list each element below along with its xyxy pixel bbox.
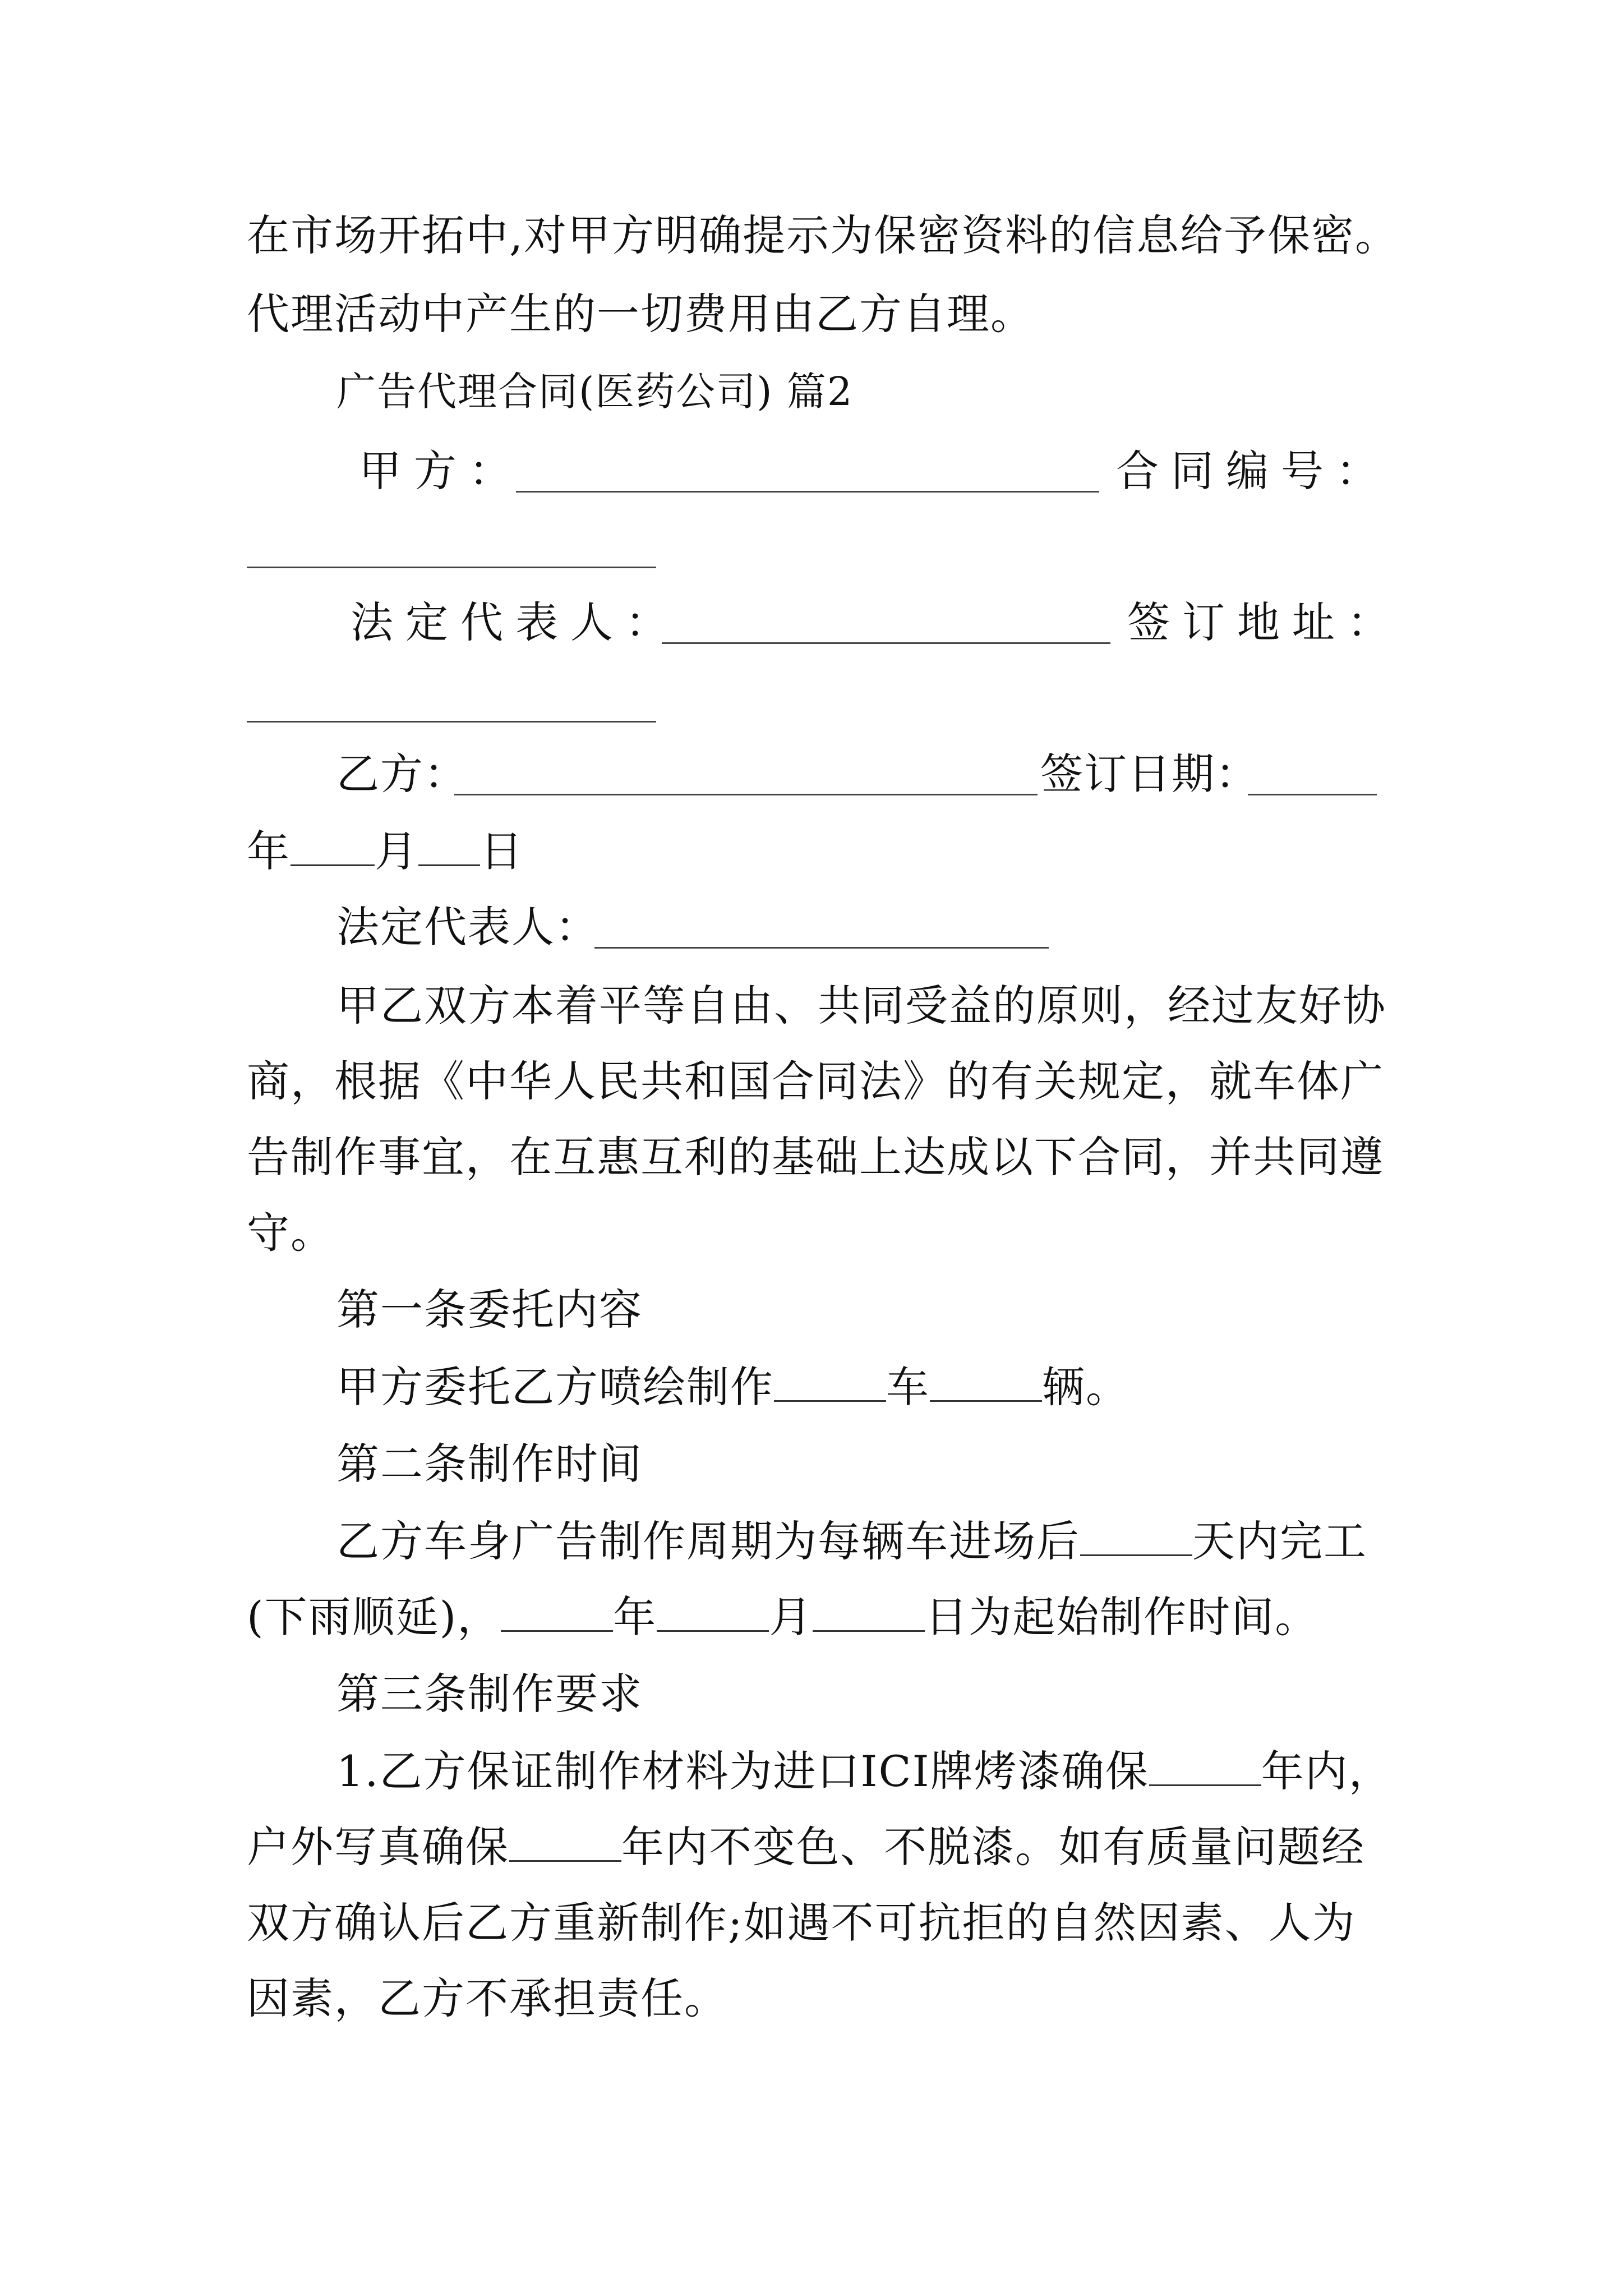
preamble-line-1: 甲乙双方本着平等自由、共同受益的原则，经过友好协: [336, 981, 1386, 1030]
legal-rep-blank: [662, 642, 1110, 644]
article-3-line-4: 因素，乙方不承担责任。: [247, 1973, 728, 2023]
article-1-title: 第一条委托内容: [336, 1285, 643, 1335]
date-line: [247, 823, 524, 880]
article-1-blank-1: [774, 1361, 886, 1402]
article-1-blank-2: [930, 1361, 1042, 1402]
party-b-blank: [454, 794, 1038, 795]
article-1-text-a: 甲方委托乙方喷绘制作: [336, 1362, 774, 1412]
article-3-text-a: 1.乙方保证制作材料为进口ICI牌烤漆确保: [336, 1746, 1149, 1796]
preamble-line-4: 守。: [247, 1208, 334, 1258]
party-b-label: 乙方：: [336, 749, 468, 799]
day-blank: [418, 825, 480, 866]
article-1-text-c: 辆。: [1042, 1362, 1129, 1412]
party-a-label: 甲方：: [359, 446, 524, 496]
section-title: 广告代理合同(医药公司) 篇2: [336, 369, 854, 415]
article-2-text-d: 日为起始制作时间。: [925, 1592, 1319, 1642]
legal-rep-label: 法定代表人：: [351, 597, 680, 647]
article-1-content: [336, 1359, 1129, 1415]
day-char: 日: [480, 826, 524, 876]
article-3-text-b: 年内，: [1261, 1746, 1393, 1796]
contract-no-label: 合同编号：: [1116, 446, 1391, 496]
sign-date-label: 签订日期：: [1040, 749, 1259, 799]
sign-place-blank: [247, 721, 656, 723]
preamble-line-2: 商，根据《中华人民共和国合同法》的有关规定，就车体广: [247, 1056, 1384, 1106]
article-3-line-3: 双方确认后乙方重新制作;如遇不可抗拒的自然因素、人为: [247, 1898, 1356, 1948]
preamble-line-3: 告制作事宜，在互惠互利的基础上达成以下合同，并共同遵: [247, 1132, 1384, 1182]
article-1-text-b: 车: [886, 1362, 930, 1412]
article-2-text-a: 乙方车身广告制作周期为每辆车进场后: [336, 1516, 1080, 1566]
article-3-line-2: [247, 1819, 1365, 1875]
article-3-text-d: 年内不变色、不脱漆。如有质量问题经: [621, 1822, 1365, 1872]
article-2-text-b: 天内完工: [1192, 1516, 1367, 1566]
article-3-blank-1: [1149, 1745, 1261, 1786]
article-3-blank-2: [509, 1821, 621, 1862]
article-2-text-c: (下雨顺延)，: [247, 1592, 501, 1642]
legal-rep-b-label: 法定代表人：: [336, 902, 599, 952]
intro-line-1: 在市场开拓中,对甲方明确提示为保密资料的信息给予保密。: [247, 210, 1399, 260]
article-2-line-1: [336, 1513, 1367, 1570]
sign-date-blank: [1248, 794, 1377, 795]
article-2-blank-year: [501, 1591, 613, 1632]
party-a-blank: [516, 491, 1099, 493]
intro-line-2: 代理活动中产生的一切费用由乙方自理。: [247, 289, 1034, 339]
article-3-text-c: 户外写真确保: [247, 1822, 509, 1872]
article-2-line-2: [247, 1589, 1318, 1645]
contract-no-blank: [247, 567, 656, 568]
article-2-title: 第二条制作时间: [336, 1439, 643, 1489]
legal-rep-b-blank: [594, 947, 1049, 949]
sign-place-label: 签订地址：: [1127, 597, 1402, 647]
article-3-line-1: [336, 1743, 1393, 1800]
month-char: 月: [375, 826, 418, 876]
article-2-year-char: 年: [613, 1592, 657, 1642]
article-2-blank-month: [657, 1591, 769, 1632]
article-2-month-char: 月: [769, 1592, 813, 1642]
article-2-blank-day: [813, 1591, 925, 1632]
year-char: 年: [247, 826, 291, 876]
article-3-title: 第三条制作要求: [336, 1669, 643, 1719]
article-2-blank-days: [1080, 1515, 1192, 1556]
year-blank: [291, 825, 375, 866]
